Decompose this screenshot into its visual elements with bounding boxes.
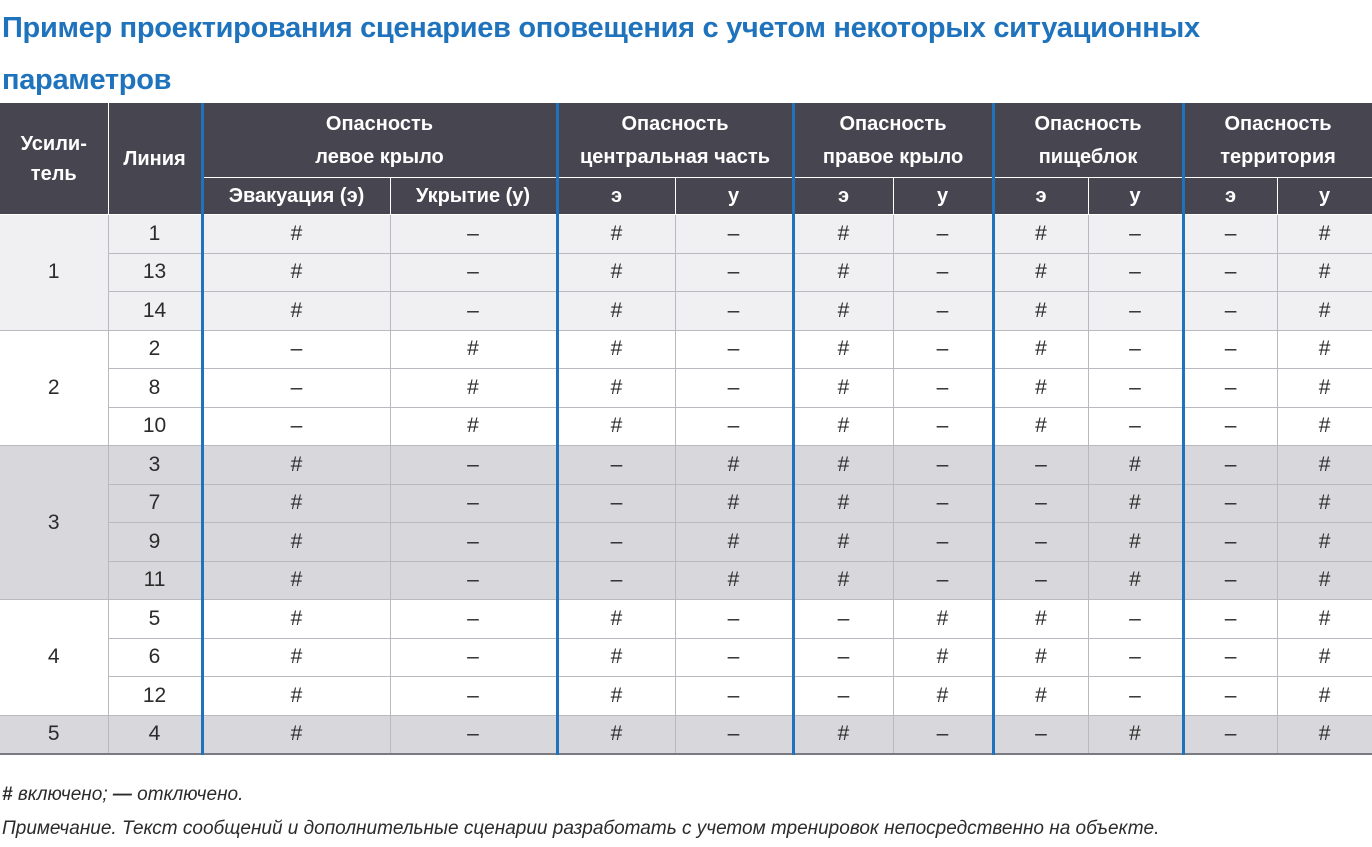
amplifier-cell: 1 — [0, 215, 108, 331]
state-off-cell: – — [793, 638, 893, 677]
state-off-cell: – — [793, 600, 893, 639]
state-on-cell: # — [675, 484, 793, 523]
state-off-cell: – — [893, 446, 993, 485]
state-off-cell: – — [893, 484, 993, 523]
table-row — [0, 600, 1372, 639]
state-off-cell: – — [1088, 292, 1183, 331]
table-row — [0, 253, 1372, 292]
state-off-cell: – — [893, 253, 993, 292]
state-off-cell: – — [390, 561, 557, 600]
state-off-cell: – — [1183, 407, 1277, 446]
state-off-cell: – — [1088, 215, 1183, 254]
state-off-cell: – — [202, 369, 390, 408]
state-off-cell: – — [557, 561, 675, 600]
state-on-cell: # — [993, 253, 1088, 292]
state-on-cell: # — [793, 523, 893, 562]
line-cell: 2 — [108, 330, 202, 369]
state-off-cell: – — [893, 330, 993, 369]
state-on-cell: # — [993, 330, 1088, 369]
sub-header-u: у — [893, 178, 993, 215]
state-on-cell: # — [1277, 292, 1372, 331]
state-on-cell: # — [1277, 561, 1372, 600]
state-on-cell: # — [202, 677, 390, 716]
table-row — [0, 523, 1372, 562]
state-on-cell: # — [793, 330, 893, 369]
table-header — [0, 104, 1372, 215]
state-on-cell: # — [202, 523, 390, 562]
state-on-cell: # — [557, 638, 675, 677]
sub-header-e: э — [557, 178, 675, 215]
line-cell: 5 — [108, 600, 202, 639]
line-cell: 9 — [108, 523, 202, 562]
state-off-cell: – — [390, 446, 557, 485]
state-on-cell: # — [557, 215, 675, 254]
sub-header-u: у — [675, 178, 793, 215]
state-on-cell: # — [893, 638, 993, 677]
line-cell: 4 — [108, 715, 202, 754]
state-off-cell: – — [1088, 330, 1183, 369]
state-off-cell: – — [675, 369, 793, 408]
page-title: Пример проектирования сценариев оповещения с учетом некоторых ситуационных параметров — [2, 12, 1200, 96]
state-off-cell: – — [202, 407, 390, 446]
table-row — [0, 561, 1372, 600]
state-on-cell: # — [557, 677, 675, 716]
state-off-cell: – — [1183, 253, 1277, 292]
state-off-cell: – — [390, 600, 557, 639]
state-off-cell: – — [675, 407, 793, 446]
state-on-cell: # — [675, 523, 793, 562]
legend-on-text: включено; — [12, 784, 113, 805]
state-off-cell: – — [993, 523, 1088, 562]
state-off-cell: – — [893, 561, 993, 600]
table-row — [0, 292, 1372, 331]
state-on-cell: # — [793, 446, 893, 485]
state-on-cell: # — [1277, 677, 1372, 716]
state-off-cell: – — [1183, 677, 1277, 716]
amplifier-header: Усили- тель — [0, 104, 108, 215]
legend-on-symbol: # — [2, 784, 13, 805]
state-on-cell: # — [202, 253, 390, 292]
note: Примечание. Текст сообщений и дополнительные сценарии разработать с учетом тренировок непосредственно на объекте. — [2, 818, 1160, 839]
state-off-cell: – — [1088, 253, 1183, 292]
group-header-center: Опасность центральная часть — [557, 104, 793, 178]
state-on-cell: # — [1277, 446, 1372, 485]
state-on-cell: # — [557, 600, 675, 639]
state-off-cell: – — [793, 677, 893, 716]
state-off-cell: – — [557, 523, 675, 562]
state-off-cell: – — [390, 638, 557, 677]
state-off-cell: – — [202, 330, 390, 369]
state-off-cell: – — [390, 292, 557, 331]
line-cell: 3 — [108, 446, 202, 485]
table-row — [0, 330, 1372, 369]
state-on-cell: # — [993, 600, 1088, 639]
state-off-cell: – — [675, 292, 793, 331]
state-off-cell: – — [993, 484, 1088, 523]
line-cell: 13 — [108, 253, 202, 292]
state-on-cell: # — [202, 715, 390, 754]
group-header-left-wing: Опасность левое крыло — [202, 104, 557, 178]
state-on-cell: # — [1088, 446, 1183, 485]
amplifier-cell: 3 — [0, 446, 108, 600]
table-row — [0, 407, 1372, 446]
state-on-cell: # — [557, 715, 675, 754]
group-header-kitchen: Опасность пищеблок — [993, 104, 1183, 178]
state-on-cell: # — [793, 253, 893, 292]
state-off-cell: – — [557, 484, 675, 523]
state-off-cell: – — [675, 715, 793, 754]
state-on-cell: # — [793, 292, 893, 331]
sub-header-e: э — [993, 178, 1088, 215]
amplifier-cell: 5 — [0, 715, 108, 754]
state-on-cell: # — [793, 484, 893, 523]
state-on-cell: # — [1088, 715, 1183, 754]
state-on-cell: # — [1277, 638, 1372, 677]
state-off-cell: – — [390, 523, 557, 562]
state-off-cell: – — [1183, 523, 1277, 562]
sub-header-evacuation: Эвакуация (э) — [202, 178, 390, 215]
state-on-cell: # — [793, 369, 893, 408]
state-on-cell: # — [202, 561, 390, 600]
state-off-cell: – — [675, 677, 793, 716]
table-body — [0, 215, 1372, 754]
line-cell: 12 — [108, 677, 202, 716]
scenario-table — [0, 103, 1372, 755]
table-row — [0, 446, 1372, 485]
table-row — [0, 369, 1372, 408]
state-on-cell: # — [1088, 484, 1183, 523]
state-off-cell: – — [1183, 369, 1277, 408]
state-off-cell: – — [675, 330, 793, 369]
state-off-cell: – — [893, 292, 993, 331]
state-off-cell: – — [675, 638, 793, 677]
state-on-cell: # — [202, 600, 390, 639]
legend-off-text: отключено. — [131, 784, 244, 805]
state-on-cell: # — [557, 407, 675, 446]
state-off-cell: – — [893, 369, 993, 408]
sub-header-u: у — [1277, 178, 1372, 215]
state-on-cell: # — [993, 292, 1088, 331]
state-off-cell: – — [390, 215, 557, 254]
state-off-cell: – — [993, 715, 1088, 754]
state-on-cell: # — [557, 253, 675, 292]
state-off-cell: – — [1088, 677, 1183, 716]
state-on-cell: # — [202, 484, 390, 523]
state-on-cell: # — [793, 715, 893, 754]
state-off-cell: – — [893, 407, 993, 446]
state-off-cell: – — [1183, 446, 1277, 485]
state-off-cell: – — [675, 600, 793, 639]
line-cell: 10 — [108, 407, 202, 446]
group-header-territory: Опасность территория — [1183, 104, 1372, 178]
state-on-cell: # — [675, 561, 793, 600]
legend — [2, 784, 243, 806]
state-on-cell: # — [390, 369, 557, 408]
state-off-cell: – — [893, 715, 993, 754]
line-header: Линия — [108, 104, 202, 215]
state-on-cell: # — [993, 638, 1088, 677]
state-on-cell: # — [993, 369, 1088, 408]
table-row — [0, 638, 1372, 677]
amplifier-cell: 2 — [0, 330, 108, 446]
state-off-cell: – — [390, 715, 557, 754]
table-row — [0, 215, 1372, 254]
state-off-cell: – — [1088, 407, 1183, 446]
state-on-cell: # — [675, 446, 793, 485]
state-on-cell: # — [1277, 715, 1372, 754]
state-on-cell: # — [557, 369, 675, 408]
state-on-cell: # — [793, 561, 893, 600]
state-off-cell: – — [557, 446, 675, 485]
sub-header-u: у — [1088, 178, 1183, 215]
state-on-cell: # — [1277, 215, 1372, 254]
state-off-cell: – — [675, 253, 793, 292]
legend-off-symbol: — — [112, 784, 132, 805]
state-off-cell: – — [1183, 561, 1277, 600]
state-on-cell: # — [1277, 407, 1372, 446]
state-off-cell: – — [1183, 638, 1277, 677]
line-cell: 14 — [108, 292, 202, 331]
state-on-cell: # — [893, 600, 993, 639]
line-cell: 1 — [108, 215, 202, 254]
state-on-cell: # — [1277, 523, 1372, 562]
group-header-right-wing: Опасность правое крыло — [793, 104, 993, 178]
state-on-cell: # — [390, 330, 557, 369]
state-on-cell: # — [993, 215, 1088, 254]
state-off-cell: – — [1088, 600, 1183, 639]
state-off-cell: – — [893, 215, 993, 254]
table-row — [0, 484, 1372, 523]
state-off-cell: – — [390, 484, 557, 523]
state-off-cell: – — [1183, 215, 1277, 254]
state-on-cell: # — [202, 638, 390, 677]
line-cell: 8 — [108, 369, 202, 408]
state-off-cell: – — [1183, 330, 1277, 369]
state-off-cell: – — [390, 253, 557, 292]
state-on-cell: # — [202, 446, 390, 485]
state-off-cell: – — [993, 446, 1088, 485]
state-on-cell: # — [202, 292, 390, 331]
state-on-cell: # — [993, 677, 1088, 716]
sub-header-e: э — [793, 178, 893, 215]
state-off-cell: – — [993, 561, 1088, 600]
state-on-cell: # — [1277, 330, 1372, 369]
state-on-cell: # — [390, 407, 557, 446]
amplifier-cell: 4 — [0, 600, 108, 716]
state-on-cell: # — [557, 292, 675, 331]
table-row — [0, 677, 1372, 716]
state-off-cell: – — [1088, 638, 1183, 677]
state-on-cell: # — [1277, 253, 1372, 292]
state-on-cell: # — [793, 215, 893, 254]
state-off-cell: – — [1183, 292, 1277, 331]
state-on-cell: # — [793, 407, 893, 446]
state-off-cell: – — [390, 677, 557, 716]
state-on-cell: # — [1088, 561, 1183, 600]
state-on-cell: # — [1277, 369, 1372, 408]
state-off-cell: – — [1183, 484, 1277, 523]
state-on-cell: # — [202, 215, 390, 254]
state-off-cell: – — [1183, 600, 1277, 639]
sub-header-e: э — [1183, 178, 1277, 215]
state-on-cell: # — [557, 330, 675, 369]
state-off-cell: – — [675, 215, 793, 254]
state-on-cell: # — [1088, 523, 1183, 562]
table-row — [0, 715, 1372, 754]
state-on-cell: # — [1277, 484, 1372, 523]
line-cell: 11 — [108, 561, 202, 600]
state-on-cell: # — [893, 677, 993, 716]
state-off-cell: – — [1088, 369, 1183, 408]
line-cell: 6 — [108, 638, 202, 677]
sub-header-shelter: Укрытие (у) — [390, 178, 557, 215]
state-on-cell: # — [993, 407, 1088, 446]
state-on-cell: # — [1277, 600, 1372, 639]
state-off-cell: – — [1183, 715, 1277, 754]
line-cell: 7 — [108, 484, 202, 523]
state-off-cell: – — [893, 523, 993, 562]
